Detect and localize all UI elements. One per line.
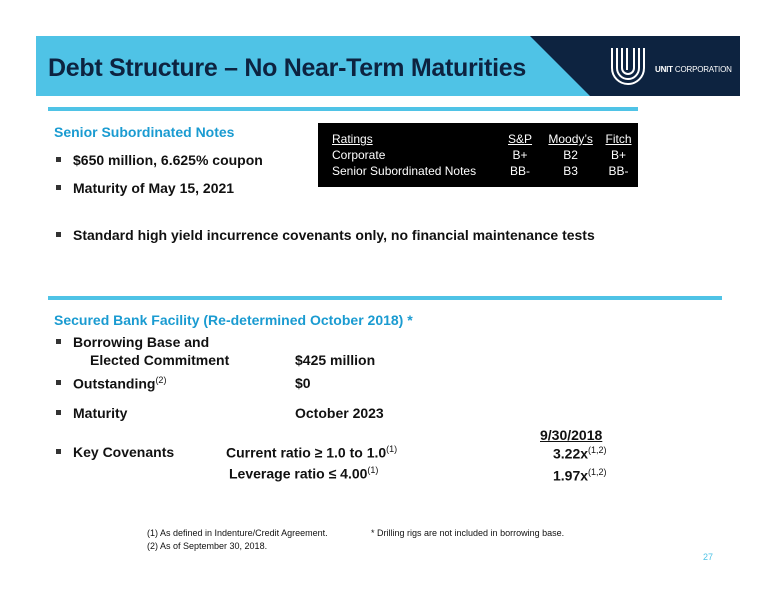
page-title: Debt Structure – No Near-Term Maturities (48, 54, 526, 82)
footnote-3: * Drilling rigs are not included in borrowing base. (371, 528, 565, 538)
borrowing-value: $425 million (295, 352, 376, 368)
table-row: Senior Subordinated Notes BB- B3 BB- (332, 164, 629, 178)
footnote-2: (2) As of September 30, 2018. (147, 541, 268, 551)
middle-divider (48, 296, 722, 300)
list-item: Standard high yield incurrence covenants only, no financial maintenance tests (56, 227, 595, 243)
sp-header: S&P (508, 132, 533, 146)
list-item: Maturity of May 15, 2021 (56, 180, 234, 196)
current-ratio-value: $3.22x^{(1,2)}$ (553, 445, 607, 462)
list-item: $650 million, 6.625% coupon (56, 152, 263, 168)
leverage-ratio-value: $1.97x^{(1,2)}$ (553, 467, 607, 484)
footnote-1: (1) As defined in Indenture/Credit Agreement. (147, 528, 328, 538)
outstanding-value: $0 (295, 375, 311, 391)
table-row: Corporate B+ B2 B+ (332, 148, 627, 162)
moodys-header: Moody’s (548, 132, 593, 146)
table-header (332, 131, 638, 147)
fitch-header: Fitch (605, 132, 632, 146)
date-header: 9/30/2018 (540, 427, 603, 443)
borrowing-label-line2: Elected Commitment (90, 352, 230, 368)
list-item: Key Covenants (56, 444, 174, 460)
leverage-ratio-covenant: Leverage ratio ≤ $4.00^{(1)}$ (229, 465, 379, 482)
list-item: Maturity (56, 405, 127, 421)
senior-notes-heading: Senior Subordinated Notes (54, 124, 235, 140)
unit-logo-icon (606, 44, 650, 88)
maturity-value: October 2023 (295, 405, 384, 421)
ratings-table (318, 123, 638, 187)
top-divider (48, 107, 638, 111)
logo-text: UNIT CORPORATION (655, 65, 732, 74)
page-number: 27 (703, 552, 714, 562)
ratings-header: Ratings (332, 132, 373, 146)
list-item: Borrowing Base and (56, 334, 209, 350)
current-ratio-covenant: Current ratio ≥ 1.0 to 1.0$^{(1)}$ (226, 444, 398, 461)
list-item: Outstanding$^{(2)}$ (56, 375, 166, 392)
bank-facility-heading: Secured Bank Facility (Re-determined October 2018) * (54, 312, 413, 328)
